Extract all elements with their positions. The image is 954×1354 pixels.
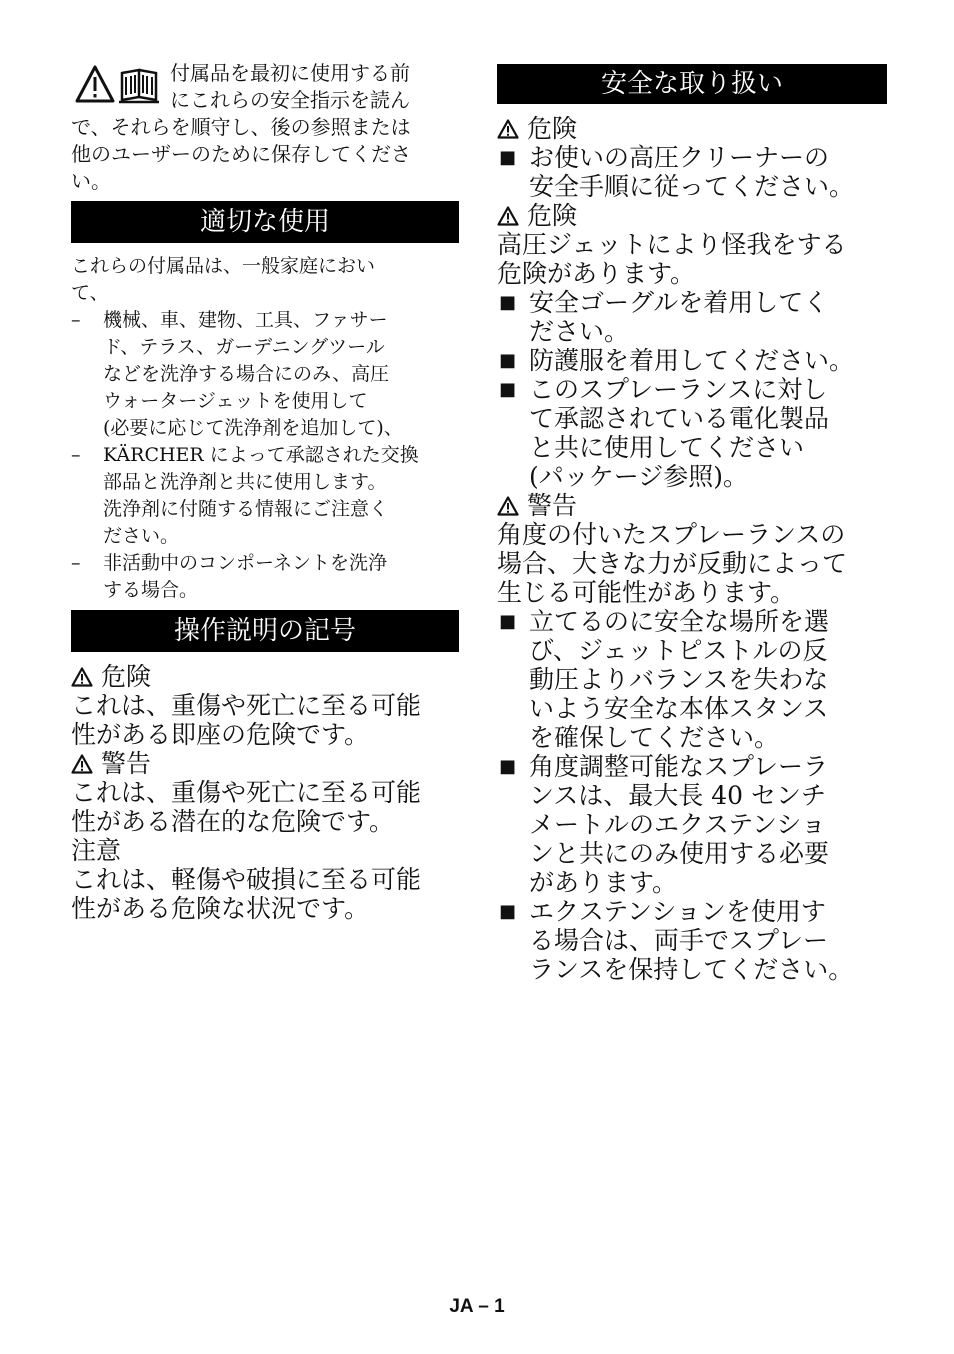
list-item-line: 立てるのに安全な場所を選 [529, 607, 830, 636]
list-item-line: 防護服を着用してください。 [529, 346, 855, 375]
intro-line: にこれらの安全指示を読ん [170, 88, 410, 112]
section-title-symbols: 操作説明の記号 [71, 610, 459, 652]
text-line: 角度の付いたスプレーランスの [497, 520, 846, 549]
section-title-proper-use: 適切な使用 [71, 201, 459, 243]
list-item-line: る場合は、両手でスプレー [529, 926, 829, 955]
text-line: 危険があります。 [497, 259, 696, 288]
list-item-line: する場合。 [103, 579, 199, 601]
list-item-line: メートルのエクステンショ [529, 810, 826, 839]
danger-heading [497, 114, 887, 143]
text-line: 性がある潜在的な危険です。 [71, 807, 395, 836]
section-title-safe-handling: 安全な取り扱い [497, 64, 887, 104]
list-item-line: ンスは、最大長 40 センチ [529, 781, 826, 810]
text-line: 高圧ジェットにより怪我をする [497, 230, 847, 259]
list-item-line: 洗浄剤に付随する情報にご注意く [103, 498, 389, 520]
list-item [497, 143, 887, 201]
square-bullet: ■ [499, 756, 517, 777]
list-item-line: ランスを保持してください。 [529, 955, 854, 984]
symbols-body [71, 662, 459, 923]
intro-line: い。 [71, 169, 111, 193]
list-item-line: て承認されている電化製品 [529, 404, 830, 433]
dash-marker: – [71, 552, 81, 574]
warning-heading [497, 491, 887, 520]
list-item-line: 動圧よりバランスを失わな [529, 665, 829, 694]
warning-heading [71, 749, 459, 778]
intro-line: 付属品を最初に使用する前 [170, 61, 410, 85]
list-item-line: いよう安全な本体スタンス [529, 694, 829, 723]
caution-label: 注意 [71, 836, 122, 865]
list-item-line: ださい。 [529, 317, 630, 346]
list-item-line: と共に使用してください [529, 433, 805, 462]
list-item-line: このスプレーランスに対し [529, 375, 828, 404]
text-line: これは、重傷や死亡に至る可能 [71, 778, 422, 807]
list-item [497, 607, 887, 752]
list-item-line: ださい。 [103, 525, 180, 547]
list-item-line: 角度調整可能なスプレーラ [529, 752, 829, 781]
danger-heading [71, 662, 459, 691]
text-line: 生じる可能性があります。 [497, 578, 796, 607]
list-item-line: ンと共にのみ使用する必要 [529, 839, 830, 868]
square-bullet: ■ [499, 350, 517, 371]
list-item [497, 897, 887, 984]
intro-notice [71, 60, 459, 195]
square-bullet: ■ [499, 292, 517, 313]
list-item-line: 非活動中のコンポーネントを洗浄 [103, 552, 388, 574]
page-number: JA – 1 [449, 1296, 505, 1317]
warning-label: 警告 [527, 491, 578, 520]
list-item [71, 307, 459, 442]
warning-manual-icon [75, 64, 165, 104]
safe-handling-body [497, 114, 887, 984]
square-bullet: ■ [499, 611, 517, 632]
warning-triangle-icon [497, 119, 519, 139]
square-bullet: ■ [499, 379, 517, 400]
list-item [497, 375, 887, 491]
text-line: て、 [71, 282, 109, 304]
list-item [71, 550, 459, 604]
right-column [497, 60, 887, 984]
danger-label: 危険 [101, 662, 152, 691]
list-item-line: があります。 [529, 868, 678, 897]
list-item [497, 752, 887, 897]
warning-triangle-icon [497, 496, 519, 516]
danger-label: 危険 [527, 114, 578, 143]
left-column [71, 60, 459, 923]
list-item-line: ド、テラス、ガーデニングツール [103, 336, 385, 358]
list-item-line: KÄRCHER によって承認された交換 [103, 444, 419, 466]
warning-label: 警告 [101, 749, 152, 778]
list-item-line: お使いの高圧クリーナーの [529, 143, 830, 172]
list-item-line: を確保してください。 [529, 723, 780, 752]
intro-line: 他のユーザーのために保存してくださ [71, 142, 411, 166]
warning-triangle-icon [497, 206, 519, 226]
text-line: これらの付属品は、一般家庭におい [71, 255, 376, 277]
square-bullet: ■ [499, 147, 517, 168]
list-item-line: (必要に応じて洗浄剤を追加して)、 [103, 417, 403, 439]
intro-line: で、それらを順守し、後の参照または [71, 115, 411, 139]
list-item [71, 442, 459, 550]
list-item [497, 346, 887, 375]
text-line: 性がある危険な状況です。 [71, 894, 370, 923]
warning-triangle-icon [71, 667, 93, 687]
dash-marker: – [71, 309, 81, 331]
warning-triangle-icon [71, 754, 93, 774]
square-bullet: ■ [499, 901, 517, 922]
list-item [497, 288, 887, 346]
danger-heading [497, 201, 887, 230]
list-item-line: (パッケージ参照)。 [529, 462, 749, 491]
list-item-line: 安全手順に従ってください。 [529, 172, 855, 201]
text-line: 性がある即座の危険です。 [71, 720, 370, 749]
text-line: これは、重傷や死亡に至る可能 [71, 691, 422, 720]
list-item-line: ウォータージェットを使用して [103, 390, 368, 412]
list-item-line: エクステンションを使用す [529, 897, 826, 926]
list-item-line: 安全ゴーグルを着用してく [529, 288, 829, 317]
list-item-line: び、ジェットピストルの反 [529, 636, 828, 665]
list-item-line: 機械、車、建物、工具、ファサー [103, 309, 388, 331]
text-line: これは、軽傷や破損に至る可能 [71, 865, 422, 894]
list-item-line: などを洗浄する場合にのみ、高圧 [103, 363, 390, 385]
proper-use-body [71, 253, 459, 604]
dash-marker: – [71, 444, 81, 466]
text-line: 場合、大きな力が反動によって [497, 549, 848, 578]
danger-label: 危険 [527, 201, 578, 230]
list-item-line: 部品と洗浄剤と共に使用します。 [103, 471, 387, 493]
